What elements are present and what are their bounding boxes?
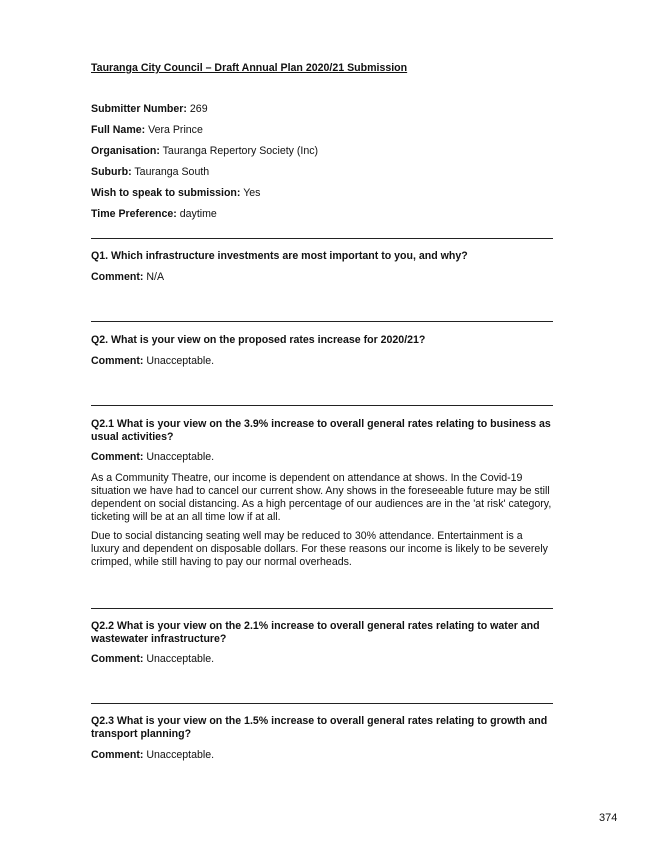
field-value: daytime [179,208,217,220]
document-title: Tauranga City Council – Draft Annual Plan 2020/21 Submission [91,62,408,74]
section-divider [91,238,553,239]
section-divider [91,321,553,322]
section-divider [91,703,553,704]
time-preference-field [91,208,217,221]
suburb-field [91,166,209,179]
comment-value: N/A [146,271,165,283]
comment-paragraph: Due to social distancing seating well may be reduced to 30% attendance. Entertainment is a luxury and dependent on disposable dollars. For these reasons our income is likely to be severely crimped, while still having to pay our normal overheads. [91,530,548,568]
field-label: Full Name: [91,124,146,136]
section-divider [91,405,553,406]
field-value: Vera Prince [148,124,203,136]
field-label: Organisation: [91,145,160,157]
question-q2: Q2. What is your view on the proposed rates increase for 2020/21? [91,334,426,346]
comment-value: Unacceptable. [146,749,215,761]
comment-paragraph: As a Community Theatre, our income is dependent on attendance at shows. In the Covid-19 situation we have had to cancel our current show. Any shows in the foreseeable future may be still dependent on social distancing. As a high percentage of our audiences are in the 'at risk' category, ticketing will be at an all time low if at all. [91,472,552,523]
page-number: 374 [599,812,618,824]
comment-label: Comment: [91,271,144,283]
submitter-number-field [91,103,208,116]
comment-label: Comment: [91,451,144,463]
comment-label: Comment: [91,355,144,367]
field-label: Submitter Number: [91,103,187,115]
comment-value: Unacceptable. [146,451,215,463]
comment-value: Unacceptable. [146,653,215,665]
full-name-field [91,124,203,137]
field-value: Yes [243,187,261,199]
comment-q1 [91,271,164,284]
comment-q2-3 [91,749,214,762]
wish-to-speak-field [91,187,260,200]
organisation-field [91,145,318,158]
field-value: 269 [189,103,208,115]
section-divider [91,608,553,609]
field-value: Tauranga South [134,166,210,178]
comment-label: Comment: [91,653,144,665]
field-label: Suburb: [91,166,132,178]
comment-label: Comment: [91,749,144,761]
field-label: Wish to speak to submission: [91,187,241,199]
field-value: Tauranga Repertory Society (Inc) [162,145,319,157]
comment-q2 [91,355,214,368]
question-q2-1: Q2.1 What is your view on the 3.9% increase to overall general rates relating to business as usual activities? [91,418,551,443]
field-label: Time Preference: [91,208,177,220]
question-q2-3: Q2.3 What is your view on the 1.5% increase to overall general rates relating to growth and transport planning? [91,715,548,740]
comment-q2-1 [91,451,214,464]
question-q2-2: Q2.2 What is your view on the 2.1% increase to overall general rates relating to water and wastewater infrastructure? [91,620,540,645]
comment-q2-2 [91,653,214,666]
comment-value: Unacceptable. [146,355,215,367]
question-q1: Q1. Which infrastructure investments are most important to you, and why? [91,250,468,262]
